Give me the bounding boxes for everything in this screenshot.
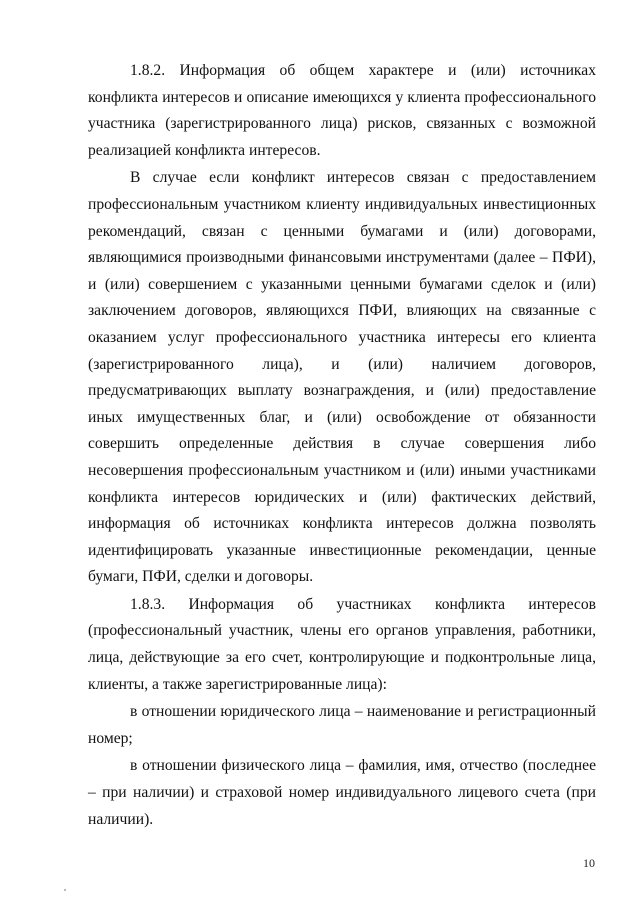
document-page <box>88 58 596 834</box>
page-number: 10 <box>583 856 595 870</box>
paragraph-1-8-2: 1.8.2. Информация об общем характере и (или) источниках конфликта интересов и описание имеющихся у клиента профессионального участника (зарегистрированного лица) рисков, связанных с возможной реализацией конфликта интересов. <box>88 62 596 159</box>
paragraph-conflict-sources: В случае если конфликт интересов связан с предоставлением профессиональным участником клиенту индивидуальных инвестиционных рекомендаций, связан с ценными бумагами и (или) договорами, являющимися производными финансовыми инструментами (далее – ПФИ), и (или) совершением с указанными ценными бумагами сделок и (или) заключением договоров, являющихся ПФИ, влияющих на связанные с оказанием услуг профессионального участника интересы его клиента (зарегистрированного лица), и (или) наличием договоров, предусматривающих выплату вознаграждения, и (или) предоставление иных имущественных благ, и (или) освобождение от обязанности совершить определенные действия в случае совершения либо несовершения профессиональным участником и (или) иными участниками конфликта интересов юридических и (или) фактических действий, информация об источниках конфликта интересов должна позволять идентифицировать указанные инвестиционные рекомендации, ценные бумаги, ПФИ, сделки и договоры. <box>88 169 596 586</box>
paragraph-legal-entity: в отношении юридического лица – наименование и регистрационный номер; <box>88 703 596 747</box>
paragraph-individual: в отношении физического лица – фамилия, имя, отчество (последнее – при наличии) и страховой номер индивидуального лицевого счета (при наличии). <box>88 757 596 828</box>
paragraph-1-8-3: 1.8.3. Информация об участниках конфликта интересов (профессиональный участник, члены его органов управления, работники, лица, действующие за его счет, контролирующие и подконтрольные лица, клиенты, а также зарегистрированные лица): <box>88 595 596 693</box>
scan-artifact-dot <box>64 889 66 891</box>
